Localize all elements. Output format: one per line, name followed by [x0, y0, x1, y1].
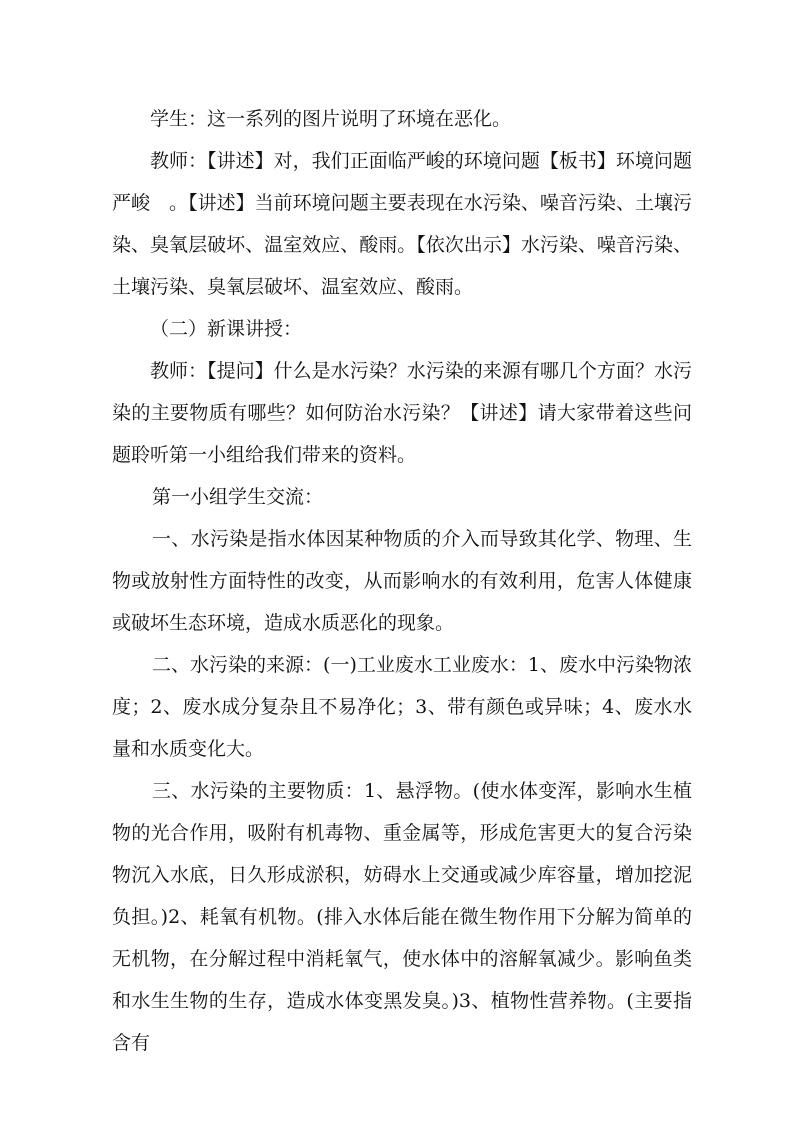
paragraph-teacher-narration: 教师：【讲述】对，我们正面临严峻的环境问题【板书】环境问题严峻 。【讲述】当前环境问题主要表现在水污染、噪音污染、土壤污染、臭氧层破坏、温室效应、酸雨。【依次出示】水污染、噪音污染、土壤污染、臭氧层破坏、温室效应、酸雨。 [112, 150, 692, 298]
paragraph-group-intro: 第一小组学生交流： [152, 486, 324, 508]
paragraph-water-pollution-sources: 二、水污染的来源：(一)工业废水工业废水：1、废水中污染物浓度；2、废水成分复杂且不易净化；3、带有颜色或异味；4、废水水量和水质变化大。 [112, 654, 692, 760]
paragraph-water-pollution-definition: 一、水污染是指水体因某种物质的介入而导致其化学、物理、生物或放射性方面特性的改变，从而影响水的有效利用，危害人体健康或破坏生态环境，造成水质恶化的现象。 [112, 528, 692, 634]
paragraph-section-heading: （二）新课讲授： [150, 318, 303, 340]
paragraph-water-pollution-substances: 三、水污染的主要物质：1、悬浮物。(使水体变浑，影响水生植物的光合作用，吸附有机毒物、重金属等，形成危害更大的复合污染物沉入水底，日久形成淤积，妨碍水上交通或减少库容量，增加挖泥负担。)2、耗氧有机物。(排入水体后能在微生物作用下分解为简单的无机物，在分解过程中消耗氧气，使水体中的溶解氧减少。影响鱼类和水生生物的生存，造成水体变黑发臭。)3、植物性营养物。(主要指含有 [112, 780, 692, 1054]
paragraph-student-reply: 学生：这一系列的图片说明了环境在恶化。 [150, 108, 512, 130]
paragraph-teacher-question: 教师：【提问】什么是水污染？水污染的来源有哪几个方面？水污染的主要物质有哪些？如何防治水污染？【讲述】请大家带着这些问题聆听第一小组给我们带来的资料。 [112, 360, 692, 466]
document-body [112, 98, 692, 1064]
